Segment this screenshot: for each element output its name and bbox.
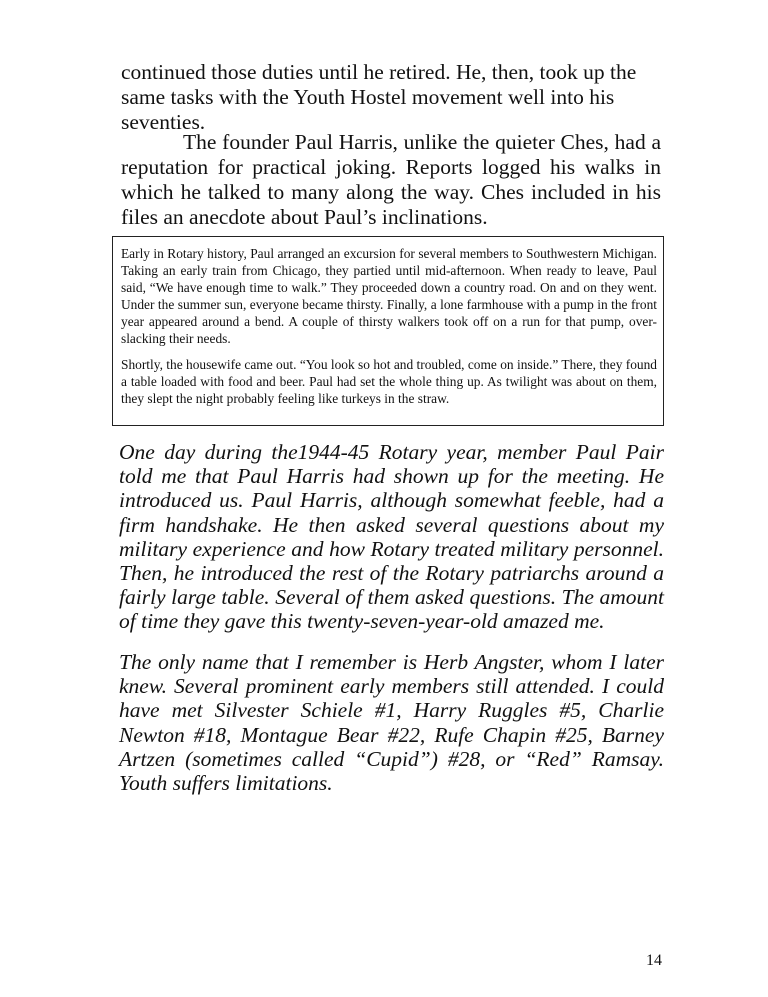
italic-paragraph-meeting: One day during the1944-45 Rotary year, member Paul Pair told me that Paul Harris had shown up for the meeting. He introduced us. Paul Harris, although somewhat feeble, had a firm handshake. He then asked several questions about my military experience and how Rotary treated military personnel. Then, he introduced the rest of the Rotary patriarchs around a fairly large table. Several of them asked questions. The amount of time they gave this twenty-seven-year-old amazed me.	[119, 440, 664, 634]
paragraph-retirement-duties: continued those duties until he retired. He, then, took up the same tasks with the Youth Hostel movement well into his seventies.	[121, 60, 637, 134]
paragraph-paul-harris-joking: The founder Paul Harris, unlike the quieter Ches, had a reputation for practical joking. Reports logged his walks in which he talked to many along the way. Ches included in his files an anecdote about Paul’s inclinations.	[121, 130, 661, 229]
anecdote-paragraph-housewife: Shortly, the housewife came out. “You look so hot and troubled, come on inside.” There, they found a table loaded with food and beer. Paul had set the whole thing up. As twilight was about on them, they slept the night probably feeling like turkeys in the straw.	[121, 357, 657, 406]
anecdote-box	[112, 236, 664, 426]
page-number: 14	[646, 952, 662, 969]
anecdote-paragraph-excursion: Early in Rotary history, Paul arranged an excursion for several members to Southwestern Michigan. Taking an early train from Chicago, they partied until mid-afternoon. When ready to leave, Paul said, “We have enough time to walk.” They proceeded down a country road. On and on they went. Under the summer sun, everyone became thirsty. Finally, a lone farmhouse with a pump in the front year appeared around a bend. A couple of thirsty walkers took off on a run for that pump, over-slacking their needs.	[121, 246, 657, 346]
italic-paragraph-remembered-names: The only name that I remember is Herb Angster, whom I later knew. Several prominent early members still attended. I could have met Silvester Schiele #1, Harry Ruggles #5, Charlie Newton #18, Montague Bear #22, Rufe Chapin #25, Barney Artzen (sometimes called “Cupid”) #28, or “Red” Ramsay. Youth suffers limitations.	[119, 650, 664, 796]
